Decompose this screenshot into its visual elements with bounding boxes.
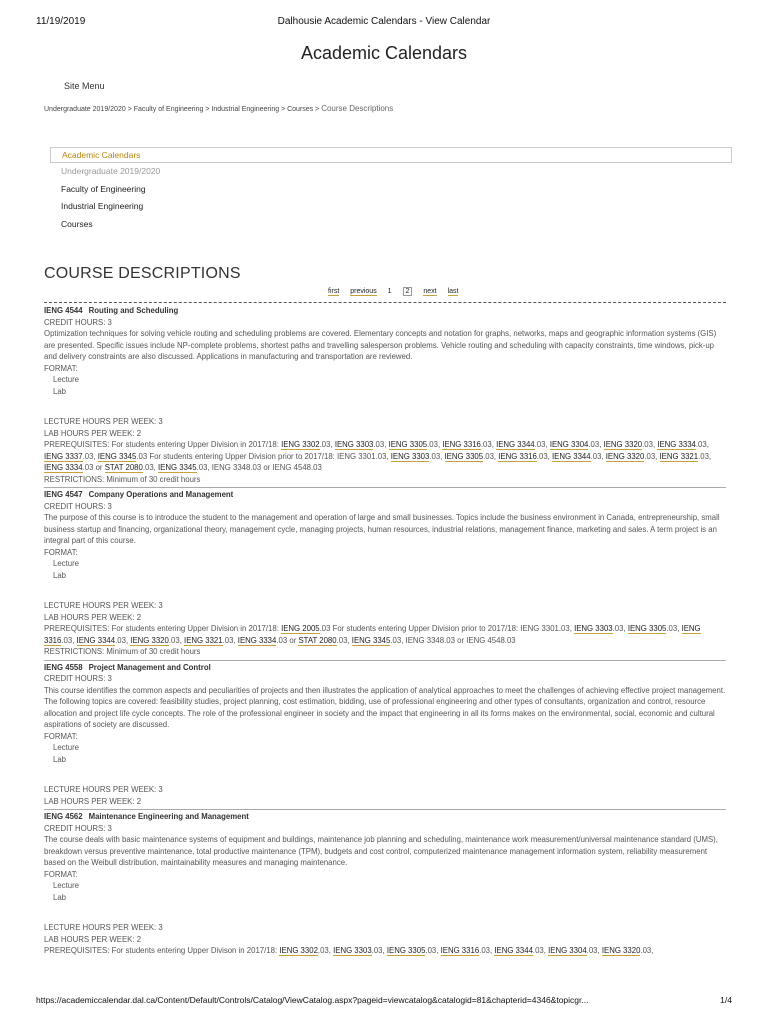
pager-previous[interactable]: previous — [350, 288, 377, 295]
pager-last[interactable]: last — [447, 288, 459, 295]
print-header — [36, 16, 732, 30]
prereq-text: .03, — [644, 451, 660, 461]
course-link[interactable]: STAT 2080 — [298, 635, 337, 645]
course-list — [44, 305, 726, 960]
format-item: Lab — [53, 892, 67, 902]
breadcrumb-separator: > — [205, 106, 210, 113]
spacer — [44, 397, 726, 416]
course-link[interactable]: IENG 3304 — [548, 946, 587, 955]
course-link[interactable]: IENG 3334 — [44, 463, 83, 472]
format-item: Lecture — [53, 743, 80, 752]
spacer — [44, 765, 726, 784]
course-link[interactable]: IENG 3316 — [498, 451, 537, 461]
spacer — [44, 903, 726, 922]
lecture-hours: LECTURE HOURS PER WEEK: 3 — [44, 785, 163, 794]
prereq-text: PREREQUISITES: For students entering Upper Divison in 2017/18: — [44, 946, 280, 955]
course-title — [44, 811, 726, 823]
prereq-text: .03 or — [276, 635, 299, 645]
prerequisites — [44, 439, 726, 474]
course-description: The course deals with basic maintenance systems of equipment and buildings, maintenance job planning and scheduling, maintenance work measurement/universal maintenance standard (UMS), breakdown versus preventive maintenance, total productive maintenance (TPM), budgets and cost control, computerized maintenance management information system, reliability measurement based on the Weibull distribution, maintainability measures and managing maintenance. — [44, 835, 718, 867]
course-link[interactable]: IENG 3345 — [158, 463, 197, 472]
divider — [44, 302, 726, 303]
lecture-hours: LECTURE HOURS PER WEEK: 3 — [44, 417, 163, 426]
course-link[interactable]: IENG 3321 — [659, 451, 699, 461]
breadcrumb-link[interactable]: Courses — [287, 106, 314, 113]
breadcrumb — [44, 104, 393, 113]
prereq-text: .03, IENG 3348.03 or IENG 4548.03 — [390, 635, 516, 645]
restrictions: RESTRICTIONS: Minimum of 30 credit hours — [44, 647, 201, 656]
course-entry — [44, 305, 726, 488]
nav-item-faculty[interactable]: Faculty of Engineering — [61, 183, 146, 194]
course-name: Company Operations and Management — [88, 490, 234, 499]
course-link[interactable]: IENG 3304 — [549, 440, 589, 449]
prereq-text: .03, — [483, 451, 499, 461]
course-name: Project Management and Control — [88, 662, 211, 672]
restrictions: RESTRICTIONS: Minimum of 30 credit hours — [44, 474, 201, 484]
course-link[interactable]: IENG 3302 — [279, 946, 318, 955]
nav-item-courses[interactable]: Courses — [61, 218, 93, 229]
course-link[interactable]: IENG 3344 — [76, 635, 116, 645]
prerequisites — [44, 623, 726, 646]
pager-page-1[interactable]: 1 — [387, 288, 392, 295]
prereq-text: .03, — [590, 451, 606, 461]
nav-item-undergraduate[interactable]: Undergraduate 2019/2020 — [61, 166, 161, 176]
prereq-text: PREREQUISITES: For students entering Upper Division in 2017/18: — [44, 624, 282, 633]
print-page-number: 1/4 — [720, 995, 732, 1005]
prereq-text: .03, — [642, 440, 658, 449]
prereq-text: PREREQUISITES: For students entering Upper Division in 2017/18: — [44, 440, 282, 449]
prereq-text: .03, — [319, 440, 335, 449]
credit-hours: CREDIT HOURS: 3 — [44, 823, 112, 833]
course-link[interactable]: IENG 3344 — [494, 946, 533, 955]
course-link[interactable]: IENG 3334 — [237, 635, 277, 645]
prereq-text: .03, — [373, 440, 389, 449]
course-link[interactable]: IENG 3305 — [444, 451, 484, 461]
course-entry — [44, 662, 726, 811]
prereq-text: .03, — [371, 946, 387, 955]
course-title — [44, 489, 726, 501]
course-link[interactable]: STAT 2080 — [104, 463, 143, 472]
course-link[interactable]: IENG 3303 — [333, 946, 372, 955]
format-label: FORMAT: — [44, 731, 78, 741]
course-link[interactable]: IENG 3303 — [574, 624, 613, 633]
breadcrumb-separator: > — [281, 106, 286, 113]
print-url: https://academiccalendar.dal.ca/Content/Default/Controls/Catalog/ViewCatalog.aspx?pageid=viewcatalog&catalogid=81&chapterid=4346&topicgr... — [36, 995, 589, 1005]
prereq-text: .03, — [534, 440, 550, 449]
course-link[interactable]: IENG 3320 — [603, 440, 643, 449]
credit-hours: CREDIT HOURS: 3 — [44, 674, 112, 683]
course-title — [44, 662, 726, 674]
prereq-text: .03, — [698, 451, 712, 461]
lab-hours: LAB HOURS PER WEEK: 2 — [44, 612, 142, 622]
format-item: Lecture — [53, 881, 80, 890]
prereq-text: .03, — [586, 946, 602, 955]
pagination — [328, 287, 467, 296]
course-entry — [44, 489, 726, 661]
course-link[interactable]: IENG 3345 — [351, 635, 391, 645]
prereq-text: .03, — [427, 440, 443, 449]
prereq-text: .03, — [168, 635, 185, 645]
nav-item-industrial-engineering[interactable]: Industrial Engineering — [61, 201, 144, 211]
course-link[interactable]: IENG 3316 — [442, 440, 481, 449]
course-code: IENG 4544 — [44, 306, 83, 315]
prereq-text: .03, — [588, 440, 604, 449]
lecture-hours: LECTURE HOURS PER WEEK: 3 — [44, 601, 163, 610]
course-link[interactable]: IENG 3316 — [440, 946, 480, 955]
prereq-text: .03, — [82, 451, 98, 461]
prereq-text: .03, — [695, 440, 709, 449]
prereq-text: .03 For students entering Upper Division prior to 2017/18: IENG 3301.03, — [319, 624, 575, 633]
prereq-text: .03, — [666, 624, 682, 633]
spacer — [44, 581, 726, 600]
course-link[interactable]: IENG 3305 — [388, 440, 428, 449]
format-item: Lab — [53, 386, 67, 396]
course-description: Optimization techniques for solving vehicle routing and scheduling problems are covered. Elementary concepts and notation for graphs, networks, maps and geographic information systems (GIS) are presented. Specific issues include NP-complete problems, shortest paths and travelling salesperson problems. Vehicle routing and scheduling with capacity constraints, time windows, pick-up and delivery constraints are also discussed. Applications in manufacturing and transportation are reviewed. — [44, 329, 717, 361]
breadcrumb-separator: > — [315, 106, 320, 113]
prereq-text: .03, — [336, 635, 352, 645]
credit-hours: CREDIT HOURS: 3 — [44, 501, 112, 511]
course-code: IENG 4558 — [44, 662, 83, 672]
prereq-text: .03, — [429, 451, 445, 461]
pager-first[interactable]: first — [328, 288, 340, 295]
breadcrumb-link[interactable]: Faculty of Engineering — [133, 106, 204, 113]
course-link[interactable]: IENG 3316 — [44, 624, 701, 645]
print-title: Dalhousie Academic Calendars - View Calendar — [277, 16, 491, 27]
prereq-text: .03, — [61, 635, 77, 645]
course-name: Maintenance Engineering and Management — [88, 812, 249, 821]
pager-page-current: 2 — [403, 287, 413, 296]
credit-hours: CREDIT HOURS: 3 — [44, 317, 112, 327]
lab-hours: LAB HOURS PER WEEK: 2 — [44, 796, 142, 806]
prereq-text: .03, — [317, 946, 334, 955]
course-name: Routing and Scheduling — [88, 306, 179, 315]
breadcrumb-link[interactable]: Industrial Engineering — [211, 106, 280, 113]
course-link[interactable]: IENG 3345 — [97, 451, 137, 461]
prereq-text: .03, — [536, 451, 552, 461]
course-link[interactable]: IENG 3334 — [657, 440, 696, 449]
nav-item-academic-calendars[interactable]: Academic Calendars — [50, 147, 732, 163]
course-link[interactable]: IENG 3303 — [334, 440, 374, 449]
lab-hours: LAB HOURS PER WEEK: 2 — [44, 428, 142, 438]
course-entry — [44, 811, 726, 959]
format-label: FORMAT: — [44, 363, 78, 373]
course-description: This course identifies the common aspects and peculiarities of projects and then illustrates the application of analytical approaches to meet the challenges of achieving effective project management. The following topics are covered: feasibility studies, project planning, cost estimation, bidding, use of professional engineering and other types of consultants, organization and control, resource allocation and project life cycle concepts. The role of the professional engineer in society and the impact that engineering in all its forms makes on the environmental, social, economic and cultural aspirations of society are discussed. — [44, 685, 726, 729]
breadcrumb-link[interactable]: Undergraduate 2019/2020 — [44, 106, 126, 113]
format-item: Lecture — [53, 559, 80, 568]
prereq-text: .03, — [115, 635, 131, 645]
course-link[interactable]: IENG 2005 — [281, 624, 320, 633]
course-link[interactable]: IENG 3305 — [386, 946, 426, 955]
prereq-text: .03, — [480, 440, 497, 449]
prereq-text: .03, — [142, 463, 158, 472]
course-link[interactable]: IENG 3302 — [281, 440, 320, 449]
format-label: FORMAT: — [44, 547, 78, 557]
course-link[interactable]: IENG 3344 — [496, 440, 535, 449]
print-date: 11/19/2019 — [36, 16, 86, 27]
format-label: FORMAT: — [44, 869, 78, 879]
prerequisites — [44, 945, 726, 957]
prereq-text: .03 or — [82, 463, 105, 472]
course-link[interactable]: IENG 3320 — [601, 946, 641, 955]
course-title — [44, 305, 726, 317]
prereq-text: .03, — [640, 946, 654, 955]
lecture-hours: LECTURE HOURS PER WEEK: 3 — [44, 923, 163, 932]
format-item: Lab — [53, 754, 67, 764]
course-link[interactable]: IENG 3320 — [130, 635, 169, 645]
prereq-text: .03, — [612, 624, 628, 633]
prereq-text: .03, — [425, 946, 441, 955]
course-description: The purpose of this course is to introduce the student to the management and operation of large and small businesses. Topics include the business environment in Canada, entrepreneurship, small business startup and financing, organizational theory, management cycle, managing projects, human resources, industrial relations, management finance, marketing and sales. A term project is an integral part of this course. — [44, 513, 720, 545]
course-link[interactable]: IENG 3344 — [552, 451, 591, 461]
pager-next[interactable]: next — [423, 288, 437, 295]
prereq-text: .03, — [222, 635, 238, 645]
course-link[interactable]: IENG 3321 — [184, 635, 223, 645]
course-link[interactable]: IENG 3305 — [627, 624, 667, 633]
format-item: Lab — [53, 570, 67, 580]
breadcrumb-current: Course Descriptions — [321, 104, 394, 113]
side-nav — [50, 147, 732, 233]
course-link[interactable]: IENG 3320 — [605, 451, 645, 461]
course-link[interactable]: IENG 3337 — [44, 451, 83, 461]
prereq-text: .03 For students entering Upper Division prior to 2017/18: IENG 3301.03, — [136, 451, 391, 461]
course-code: IENG 4547 — [44, 490, 83, 499]
prereq-text: .03, — [479, 946, 495, 955]
format-item: Lecture — [53, 375, 80, 384]
course-link[interactable]: IENG 3303 — [390, 451, 430, 461]
course-code: IENG 4562 — [44, 812, 83, 821]
site-title: Academic Calendars — [300, 43, 468, 63]
site-menu-button[interactable]: Site Menu — [64, 81, 105, 91]
breadcrumb-separator: > — [127, 106, 132, 113]
page-title: COURSE DESCRIPTIONS — [44, 265, 241, 282]
lab-hours: LAB HOURS PER WEEK: 2 — [44, 934, 142, 944]
prereq-text: .03, IENG 3348.03 or IENG 4548.03 — [196, 463, 322, 472]
prereq-text: .03, — [532, 946, 549, 955]
